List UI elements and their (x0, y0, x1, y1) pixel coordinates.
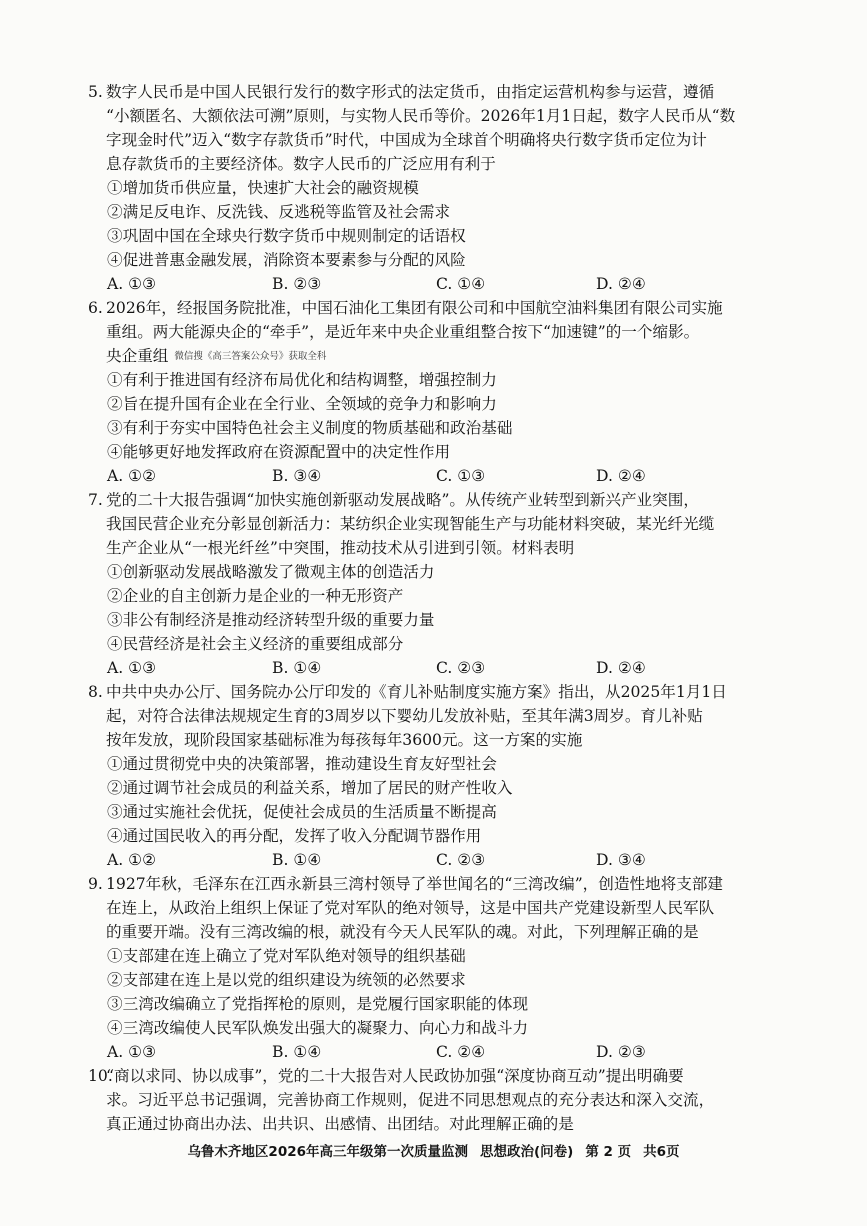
question-number: 5. (88, 83, 103, 101)
question-number: 6. (88, 299, 103, 317)
statement-option: ②企业的自主创新力是企业的一种无形资产 (107, 587, 404, 605)
answer-choice-d: D. ③④ (596, 851, 646, 869)
answer-choice-d: D. ②③ (596, 1043, 646, 1061)
question-number: 8. (88, 683, 103, 701)
question-stem-line: 息存款货币的主要经济体。数字人民币的广泛应用有利于 (106, 155, 496, 173)
statement-option: ①有利于推进国有经济布局优化和结构调整，增强控制力 (107, 371, 497, 389)
statement-option: ①创新驱动发展战略激发了微观主体的创造活力 (107, 563, 435, 581)
statement-option: ②支部建在连上是以党的组织建设为统领的必然要求 (107, 971, 466, 989)
statement-option: ③通过实施社会优抚，促使社会成员的生活质量不断提高 (107, 803, 497, 821)
answer-choice-a: A. ①② (107, 851, 157, 869)
answer-choice-c: C. ②④ (436, 1043, 486, 1061)
statement-option: ②满足反电诈、反洗钱、反逃税等监管及社会需求 (107, 203, 451, 221)
answer-choice-d: D. ②④ (596, 275, 646, 293)
watermark-note: 微信搜《高三答案公众号》获取全科 (174, 351, 327, 362)
question-stem-line: 党的二十大报告强调“加快实施创新驱动发展战略”。从传统产业转型到新兴产业突围， (106, 491, 699, 509)
question-stem-line: 真正通过协商出办法、出共识、出感情、出团结。对此理解正确的是 (106, 1115, 574, 1133)
statement-option: ①支部建在连上确立了党对军队绝对领导的组织基础 (107, 947, 466, 965)
statement-option: ④三湾改编使人民军队焕发出强大的凝聚力、向心力和战斗力 (107, 1019, 529, 1037)
answer-choice-b: B. ②③ (272, 275, 322, 293)
statement-option: ④通过国民收入的再分配，发挥了收入分配调节器作用 (107, 827, 482, 845)
statement-option: ③有利于夯实中国特色社会主义制度的物质基础和政治基础 (107, 419, 513, 437)
answer-choice-c: C. ②③ (436, 851, 486, 869)
question-stem-line: 中共中央办公厅、国务院办公厅印发的《育儿补贴制度实施方案》指出，从2025年1月1日 (106, 683, 727, 701)
question-stem-line: 1927年秋，毛泽东在江西永新县三湾村领导了举世闻名的“三湾改编”，创造性地将支部建 (106, 875, 724, 893)
answer-choice-b: B. ①④ (272, 659, 322, 677)
answer-choice-a: A. ①③ (107, 659, 157, 677)
answer-choice-a: A. ①② (107, 467, 157, 485)
question-number: 9. (88, 875, 103, 893)
answer-choice-b: B. ③④ (272, 467, 322, 485)
answer-choice-c: C. ①④ (436, 275, 486, 293)
statement-option: ④促进普惠金融发展，消除资本要素参与分配的风险 (107, 251, 466, 269)
statement-option: ②旨在提升国有企业在全行业、全领域的竞争力和影响力 (107, 395, 497, 413)
question-stem-text: 央企重组 (106, 347, 169, 365)
answer-choice-d: D. ②④ (596, 467, 646, 485)
question-stem-line: 2026年，经报国务院批准，中国石油化工集团有限公司和中国航空油料集团有限公司实施 (106, 299, 723, 317)
page-footer (0, 1142, 867, 1162)
question-stem-line: 起，对符合法律法规规定生育的3周岁以下婴幼儿发放补贴，至其年满3周岁。育儿补贴 (106, 707, 703, 725)
footer-exam-title: 乌鲁木齐地区2026年高三年级第一次质量监测 (187, 1144, 469, 1160)
statement-option: ③巩固中国在全球央行数字货币中规则制定的话语权 (107, 227, 466, 245)
statement-option: ④民营经济是社会主义经济的重要组成部分 (107, 635, 404, 653)
answer-choice-d: D. ②④ (596, 659, 646, 677)
footer-page-number: 第 2 页 (585, 1144, 632, 1160)
statement-option: ②通过调节社会成员的利益关系，增加了居民的财产性收入 (107, 779, 513, 797)
question-stem-line: 我国民营企业充分彰显创新活力：某纺织企业实现智能生产与功能材料突破，某光纤光缆 (106, 515, 715, 533)
question-stem-line: 求。习近平总书记强调，完善协商工作规则，促进不同思想观点的充分表达和深入交流， (106, 1091, 715, 1109)
footer-total-pages: 共6页 (643, 1144, 680, 1160)
answer-choice-c: C. ①③ (436, 467, 486, 485)
statement-option: ③三湾改编确立了党指挥枪的原则，是党履行国家职能的体现 (107, 995, 529, 1013)
question-stem-line: 按年发放，现阶段国家基础标准为每孩每年3600元。这一方案的实施 (106, 731, 583, 749)
answer-choice-b: B. ①④ (272, 1043, 322, 1061)
answer-choice-b: B. ①④ (272, 851, 322, 869)
answer-choice-a: A. ①③ (107, 1043, 157, 1061)
question-stem-line (106, 344, 326, 369)
statement-option: ③非公有制经济是推动经济转型升级的重要力量 (107, 611, 435, 629)
question-number: 7. (88, 491, 103, 509)
question-stem-line: 重组。两大能源央企的“牵手”，是近年来中央企业重组整合按下“加速键”的一个缩影。 (106, 323, 700, 341)
answer-choice-a: A. ①③ (107, 275, 157, 293)
question-stem-line: “小额匿名、大额依法可溯”原则，与实物人民币等价。2026年1月1日起，数字人民币从“数 (106, 107, 736, 125)
footer-subject: 思想政治(问卷) (480, 1144, 574, 1160)
question-stem-line: 数字人民币是中国人民银行发行的数字形式的法定货币，由指定运营机构参与运营，遵循 (106, 83, 715, 101)
statement-option: ①通过贯彻党中央的决策部署，推动建设生育友好型社会 (107, 755, 497, 773)
question-stem-line: 的重要开端。没有三湾改编的根，就没有今天人民军队的魂。对此，下列理解正确的是 (106, 923, 699, 941)
question-stem-line: “商以求同、协以成事”，党的二十大报告对人民政协加强“深度协商互动”提出明确要 (106, 1067, 684, 1085)
statement-option: ①增加货币供应量，快速扩大社会的融资规模 (107, 179, 419, 197)
question-stem-line: 字现金时代”迈入“数字存款货币”时代，中国成为全球首个明确将央行数字货币定位为计 (106, 131, 707, 149)
question-stem-line: 生产企业从“一根光纤丝”中突围，推动技术从引进到引领。材料表明 (106, 539, 575, 557)
question-stem-line: 在连上，从政治上组织上保证了党对军队的绝对领导，这是中国共产党建设新型人民军队 (106, 899, 715, 917)
question-number: 10. (88, 1067, 113, 1085)
answer-choice-c: C. ②③ (436, 659, 486, 677)
statement-option: ④能够更好地发挥政府在资源配置中的决定性作用 (107, 443, 451, 461)
